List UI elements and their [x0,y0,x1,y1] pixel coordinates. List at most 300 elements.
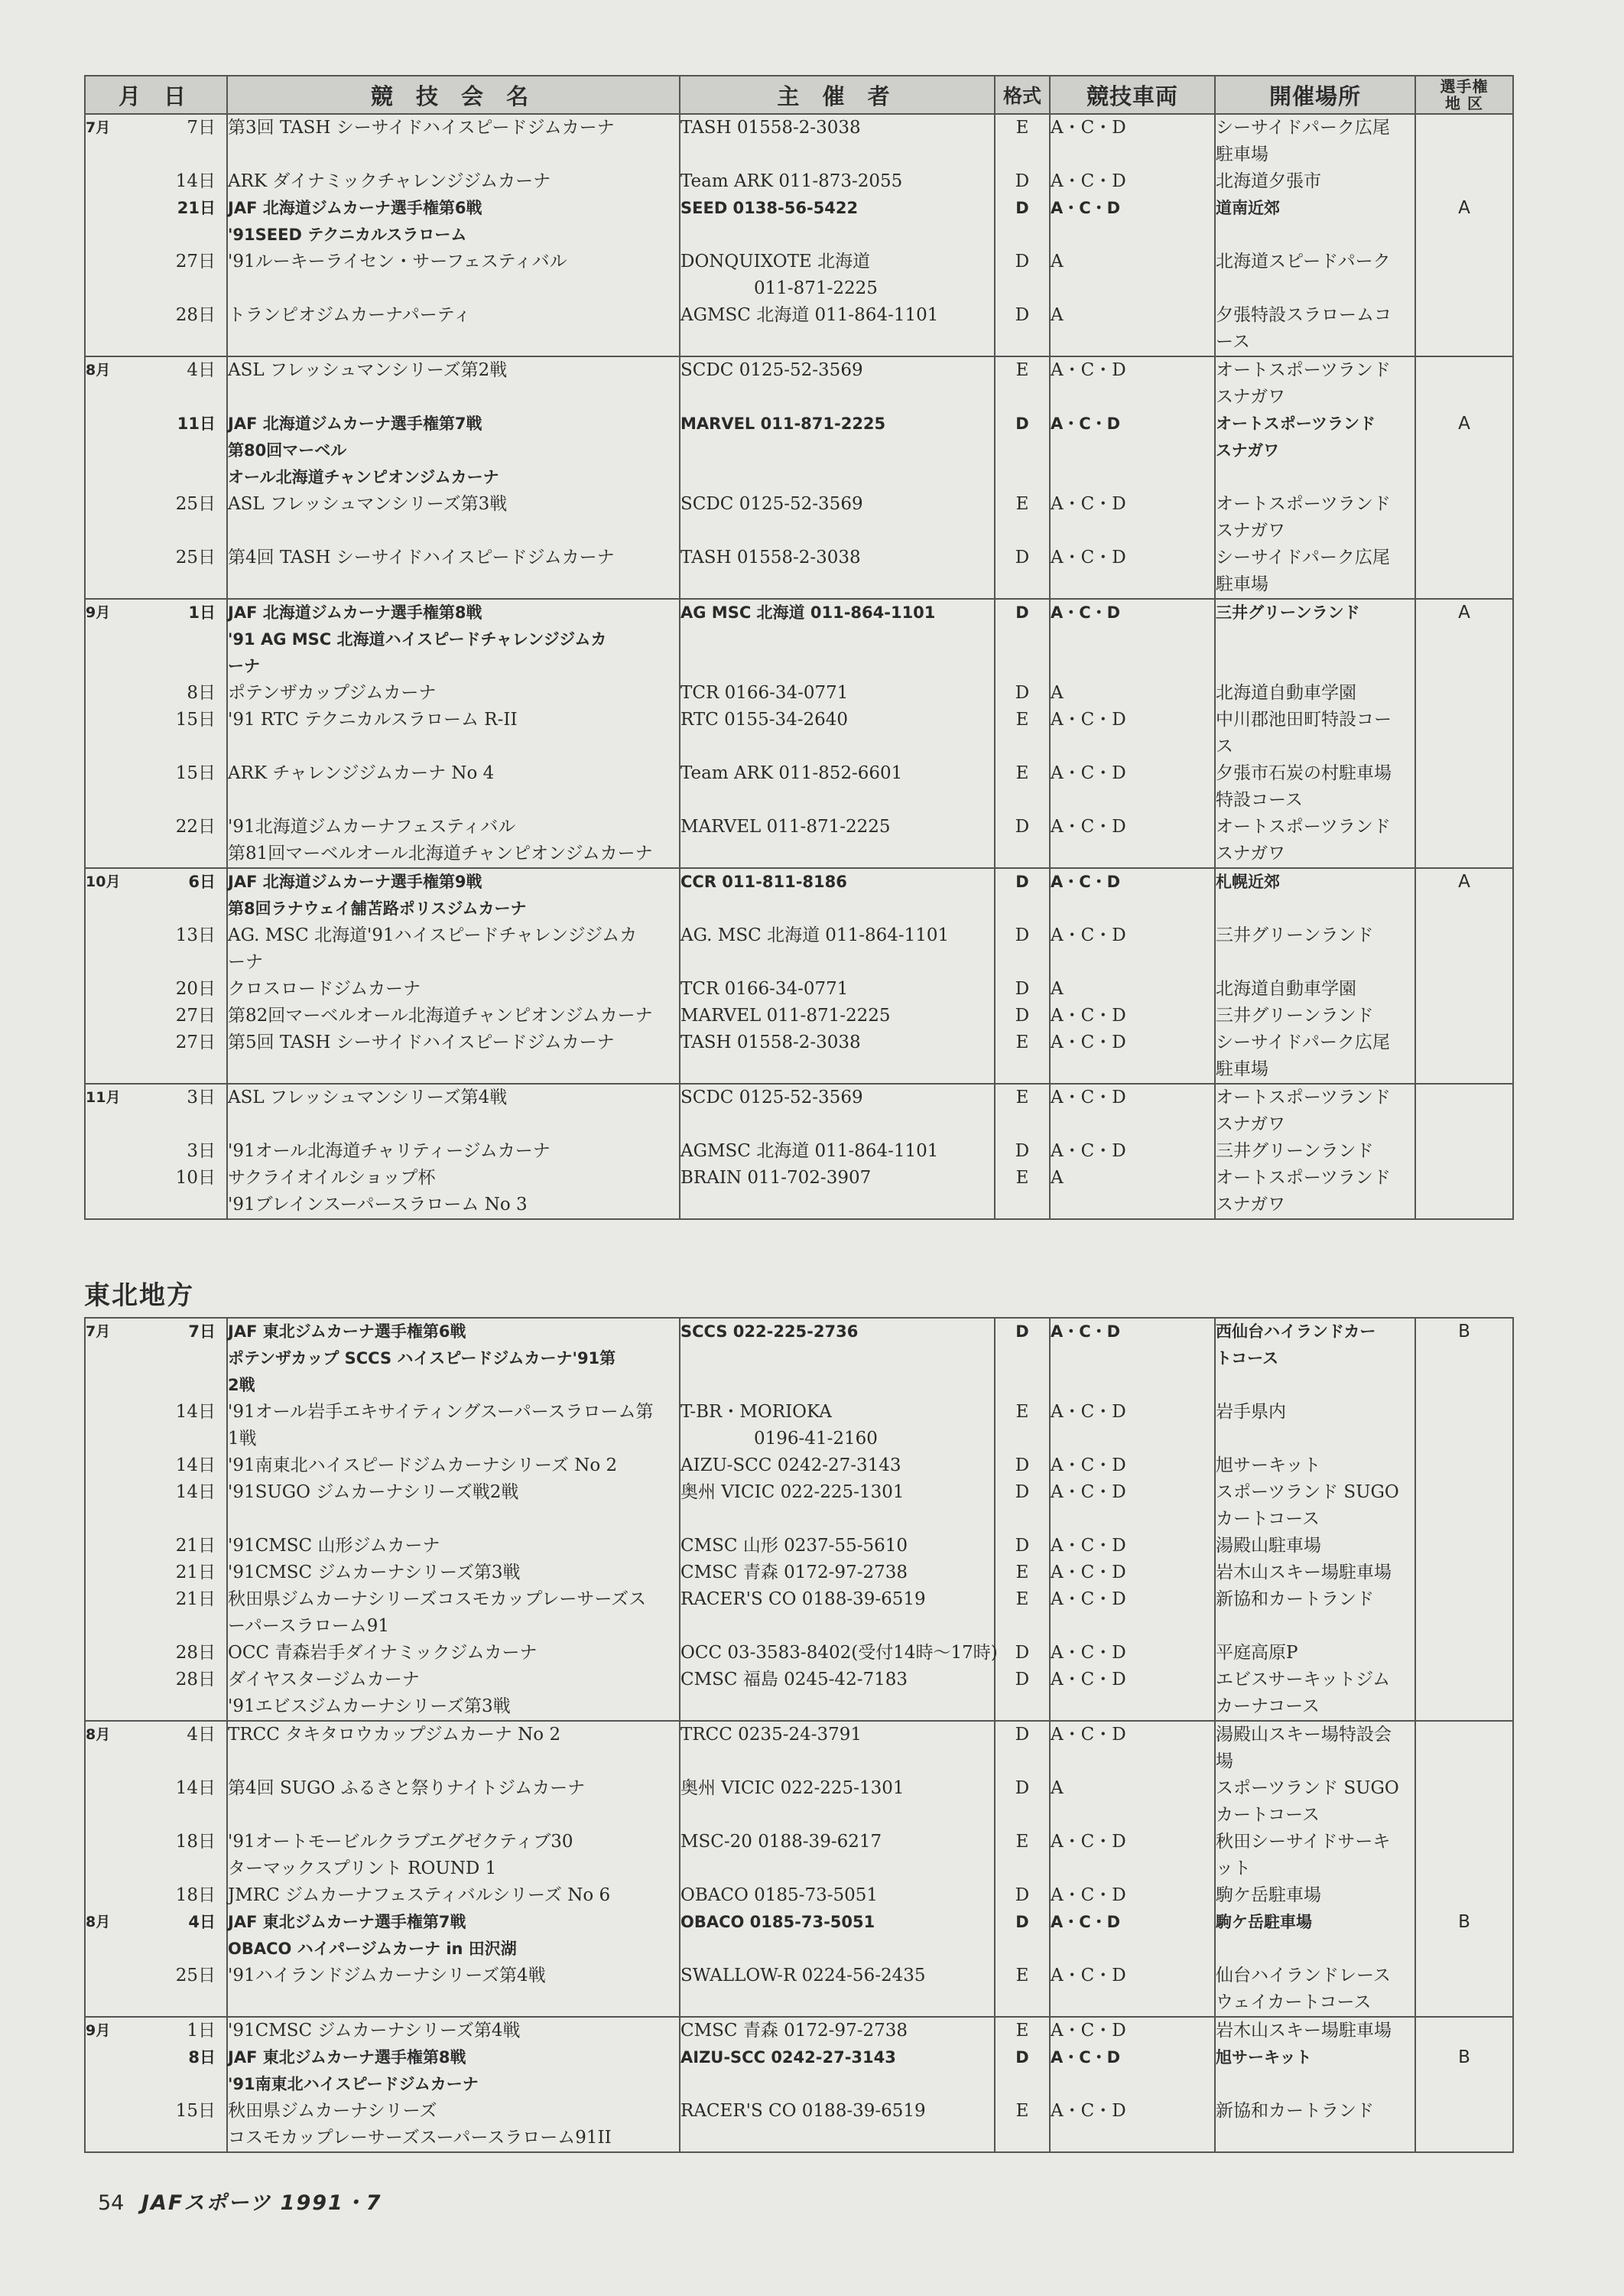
day-label: 25日 [175,548,216,567]
championship-region-cell [1415,1479,1513,1533]
organizer-line: BRAIN 011-702-3907 [680,1168,872,1188]
day-label: 28日 [175,1670,216,1689]
organizer-cell [680,1882,995,1909]
championship-region-cell [1415,1586,1513,1640]
table-row [85,302,1513,356]
table-header-row [85,76,1513,114]
format-cell: D [995,249,1050,302]
organizer-cell [680,1586,995,1640]
vehicle-class-cell: A・C・D [1050,1667,1215,1721]
day-label: 18日 [175,1885,216,1905]
day-label: 14日 [175,1402,216,1422]
organizer-line: RACER'S CO 0188-39-6519 [680,1589,926,1609]
event-name-cell [227,491,680,545]
organizer-line: 0196-41-2160 [754,1429,878,1449]
event-name-line: JAF 北海道ジムカーナ選手権第9戦 [228,873,482,891]
venue-line: 駐車場 [1216,1059,1268,1079]
event-name-line: '91オートモービルクラブエグゼクティブ30 [228,1832,573,1852]
format-cell: D [995,1882,1050,1909]
venue-line: ース [1216,332,1250,352]
vehicle-class-cell: A [1050,1165,1215,1219]
organizer-line: DONQUIXOTE 北海道 [680,252,871,272]
table-row [85,249,1513,302]
venue-line: 旭サーキット [1216,2048,1312,2067]
day-label: 4日 [188,1913,216,1931]
organizer-cell [680,114,995,168]
organizer-cell [680,868,995,922]
format-cell: E [995,491,1050,545]
organizer-cell [680,1721,995,1775]
championship-region-cell [1415,356,1513,411]
event-name-cell [227,1029,680,1084]
vehicle-class-cell: A・C・D [1050,1533,1215,1559]
event-name-line: '91南東北ハイスピードジムカーナシリーズ No 2 [228,1455,618,1475]
day-label: 27日 [175,1006,216,1026]
format-cell: D [995,680,1050,707]
championship-region-cell [1415,1084,1513,1138]
event-name-line: '91ブレインスーパースラローム No 3 [228,1195,528,1215]
table-row [85,922,1513,976]
organizer-line: CMSC 山形 0237-55-5610 [680,1536,908,1556]
event-name-line: '91オール北海道チャリティージムカーナ [228,1141,551,1161]
event-name-line: ーナ [228,952,263,972]
venue-line: スナガワ [1216,844,1286,863]
event-name-line: 第80回マーベル [228,441,347,460]
format-cell: D [995,1909,1050,1963]
date-cell [85,922,227,976]
month-label: 8月 [86,362,111,379]
vehicle-class-cell: A・C・D [1050,1003,1215,1029]
venue-line: スポーツランド SUGO [1216,1778,1399,1798]
format-cell: E [995,707,1050,760]
event-name-cell [227,1721,680,1775]
vehicle-class-cell: A・C・D [1050,1882,1215,1909]
event-name-cell [227,249,680,302]
event-name-cell [227,411,680,491]
event-name-cell [227,1640,680,1667]
format-cell: D [995,922,1050,976]
venue-line: 湯殿山スキー場特設会 [1216,1725,1392,1745]
vehicle-class-cell: A・C・D [1050,922,1215,976]
event-name-line: ASL フレッシュマンシリーズ第4戦 [228,1088,508,1107]
organizer-line: CCR 011-811-8186 [680,873,847,891]
venue-line: シーサイドパーク広尾 [1216,118,1390,138]
venue-line: 特設コース [1216,790,1303,810]
table-row [85,707,1513,760]
organizer-line: MARVEL 011-871-2225 [680,1006,891,1026]
venue-cell [1215,680,1415,707]
event-name-line: '91北海道ジムカーナフェスティバル [228,817,516,837]
venue-line: 北海道自動車学園 [1216,979,1356,999]
venue-cell [1215,2098,1415,2152]
event-name-cell [227,2098,680,2152]
organizer-line: SEED 0138-56-5422 [680,199,859,217]
venue-line: オートスポーツランド [1216,360,1391,380]
format-cell: D [995,976,1050,1003]
organizer-line: AIZU-SCC 0242-27-3143 [680,1455,901,1475]
organizer-line: MSC-20 0188-39-6217 [680,1832,882,1852]
event-name-line: ーナ [228,657,260,675]
event-name-line: '91CMSC ジムカーナシリーズ第4戦 [228,2021,521,2041]
date-cell [85,976,227,1003]
month-label: 9月 [86,2022,111,2039]
day-label: 13日 [175,925,216,945]
vehicle-class-cell: A・C・D [1050,114,1215,168]
event-name-line: ポテンザカップ SCCS ハイスピードジムカーナ'91第 [228,1349,616,1368]
table-row [85,868,1513,922]
table-row [85,814,1513,868]
venue-line: 駒ケ岳駐車場 [1216,1885,1321,1905]
organizer-cell [680,302,995,356]
organizer-line: 奥州 VICIC 022-225-1301 [680,1778,905,1798]
format-cell: E [995,1559,1050,1586]
venue-line: 湯殿山駐車場 [1216,1536,1321,1556]
event-name-line: OBACO ハイパージムカーナ in 田沢湖 [228,1940,517,1958]
event-name-cell [227,2017,680,2044]
event-name-cell [227,1479,680,1533]
event-name-cell [227,1667,680,1721]
date-cell [85,1452,227,1479]
venue-line: 北海道夕張市 [1216,171,1321,191]
date-cell [85,491,227,545]
day-label: 14日 [175,171,216,191]
header-organizer: 主 催 者 [680,76,995,114]
date-cell [85,1721,227,1775]
table-row [85,680,1513,707]
vehicle-class-cell: A・C・D [1050,1479,1215,1533]
event-name-line: '91CMSC ジムカーナシリーズ第3戦 [228,1563,521,1582]
event-name-line: クロスロードジムカーナ [228,979,421,999]
organizer-line: AGMSC 北海道 011-864-1101 [680,305,939,325]
venue-line: スナガワ [1216,387,1286,407]
date-cell [85,1559,227,1586]
organizer-line: RTC 0155-34-2640 [680,710,849,730]
day-label: 21日 [177,199,216,217]
event-name-line: JMRC ジムカーナフェスティバルシリーズ No 6 [228,1885,611,1905]
table-row [85,2098,1513,2152]
vehicle-class-cell: A・C・D [1050,1029,1215,1084]
championship-region-cell [1415,168,1513,195]
event-name-cell [227,599,680,680]
organizer-line: SCDC 0125-52-3569 [680,494,863,514]
championship-region-cell [1415,680,1513,707]
day-label: 27日 [175,252,216,272]
format-cell: E [995,1165,1050,1219]
venue-cell [1215,2044,1415,2098]
venue-cell [1215,1165,1415,1219]
day-label: 14日 [175,1778,216,1798]
venue-line: 北海道自動車学園 [1216,683,1356,703]
format-cell: D [995,545,1050,599]
event-name-line: JAF 北海道ジムカーナ選手権第8戦 [228,603,482,622]
venue-line: オートスポーツランド [1216,1168,1391,1188]
organizer-line: CMSC 福島 0245-42-7183 [680,1670,908,1689]
date-cell [85,1640,227,1667]
venue-cell [1215,356,1415,411]
month-label: 9月 [86,604,111,621]
venue-line: ス [1216,737,1233,756]
table-row [85,2017,1513,2044]
table-row [85,1479,1513,1533]
page-number: 54 [98,2191,125,2215]
venue-cell [1215,1882,1415,1909]
championship-region-cell [1415,2017,1513,2044]
venue-cell [1215,1533,1415,1559]
venue-cell [1215,868,1415,922]
venue-line: オートスポーツランド [1216,817,1391,837]
venue-cell [1215,1029,1415,1084]
venue-line: 駒ケ岳駐車場 [1216,1913,1312,1931]
venue-line: 旭サーキット [1216,1455,1321,1475]
venue-line: オートスポーツランド [1216,415,1376,433]
event-name-line: ARK ダイナミックチャレンジジムカーナ [228,171,551,191]
event-name-line: 1戦 [228,1429,257,1449]
organizer-cell [680,1963,995,2017]
month-label: 10月 [86,873,121,890]
venue-line: 駐車場 [1216,145,1268,164]
month-label: 7月 [86,1323,111,1340]
event-name-cell [227,545,680,599]
event-name-cell [227,1533,680,1559]
venue-line: 札幌近郊 [1216,873,1280,891]
event-name-line: JAF 東北ジムカーナ選手権第6戦 [228,1322,466,1341]
event-name-line: '91南東北ハイスピードジムカーナ [228,2075,479,2093]
day-label: 15日 [175,2101,216,2121]
event-name-line: 第8回ラナウェイ舗苫路ポリスジムカーナ [228,899,527,918]
venue-line: 岩手県内 [1216,1402,1286,1422]
venue-cell [1215,302,1415,356]
table-row [85,1399,1513,1452]
table-row [85,1963,1513,2017]
venue-cell [1215,760,1415,814]
vehicle-class-cell: A・C・D [1050,168,1215,195]
championship-region-cell [1415,1003,1513,1029]
organizer-line: TASH 01558-2-3038 [680,1033,861,1052]
event-name-line: ASL フレッシュマンシリーズ第2戦 [228,360,508,380]
vehicle-class-cell: A [1050,302,1215,356]
vehicle-class-cell: A・C・D [1050,1452,1215,1479]
format-cell: E [995,114,1050,168]
month-label: 8月 [86,1726,111,1743]
organizer-cell [680,2044,995,2098]
event-name-cell [227,760,680,814]
event-name-line: '91ハイランドジムカーナシリーズ第4戦 [228,1966,546,1985]
format-cell: D [995,2044,1050,2098]
event-name-line: '91CMSC 山形ジムカーナ [228,1536,440,1556]
venue-line: 三井グリーンランド [1216,1006,1374,1026]
championship-region-cell: A [1415,599,1513,680]
vehicle-class-cell: A・C・D [1050,599,1215,680]
vehicle-class-cell: A・C・D [1050,1138,1215,1165]
venue-line: 岩木山スキー場駐車場 [1216,1563,1392,1582]
championship-region-cell [1415,114,1513,168]
championship-region-cell [1415,2098,1513,2152]
championship-region-cell: B [1415,2044,1513,2098]
venue-cell [1215,195,1415,249]
venue-line: シーサイドパーク広尾 [1216,548,1390,567]
event-name-line: '91SEED テクニカルスラローム [228,226,467,244]
venue-line: 平庭高原P [1216,1643,1298,1663]
venue-cell [1215,1318,1415,1399]
event-name-line: AG. MSC 北海道'91ハイスピードチャレンジジムカ [228,925,638,945]
page-footer [98,2186,382,2216]
header-event-name: 競 技 会 名 [227,76,680,114]
event-name-cell [227,814,680,868]
venue-line: 新協和カートランド [1216,1589,1374,1609]
organizer-line: AG MSC 北海道 011-864-1101 [680,603,936,622]
event-name-line: 第82回マーベルオール北海道チャンピオンジムカーナ [228,1006,653,1026]
venue-cell [1215,1829,1415,1882]
vehicle-class-cell: A・C・D [1050,2098,1215,2152]
table-row [85,1775,1513,1829]
venue-line: ット [1216,1859,1251,1878]
date-cell [85,1667,227,1721]
day-label: 1日 [187,2021,216,2041]
venue-cell [1215,491,1415,545]
vehicle-class-cell: A・C・D [1050,868,1215,922]
venue-line: 三井グリーンランド [1216,925,1374,945]
event-name-line: ーパースラローム91 [228,1616,389,1636]
event-name-line: OCC 青森岩手ダイナミックジムカーナ [228,1643,538,1663]
event-name-line: 第81回マーベルオール北海道チャンピオンジムカーナ [228,844,653,863]
venue-cell [1215,1399,1415,1452]
championship-region-cell: A [1415,195,1513,249]
organizer-cell [680,195,995,249]
day-label: 25日 [175,494,216,514]
event-name-cell [227,1452,680,1479]
venue-line: 西仙台ハイランドカー [1216,1322,1376,1341]
organizer-cell [680,1084,995,1138]
venue-line: オートスポーツランド [1216,1088,1391,1107]
event-name-cell [227,1138,680,1165]
venue-line: オートスポーツランド [1216,494,1391,514]
championship-region-cell [1415,814,1513,868]
day-label: 4日 [187,1725,216,1745]
venue-cell [1215,1963,1415,2017]
championship-region-cell [1415,1138,1513,1165]
organizer-cell [680,922,995,976]
section-title-tohoku: 東北地方 [84,1280,194,1311]
venue-line: 夕張市石炭の村駐車場 [1216,763,1392,783]
date-cell [85,707,227,760]
format-cell: D [995,868,1050,922]
date-cell [85,814,227,868]
championship-region-cell: A [1415,411,1513,491]
event-name-cell [227,976,680,1003]
event-name-line: ASL フレッシュマンシリーズ第3戦 [228,494,508,514]
organizer-cell [680,1667,995,1721]
venue-line: 岩木山スキー場駐車場 [1216,2021,1392,2041]
event-name-line: '91オール岩手エキサイティングスーパースラローム第 [228,1402,654,1422]
organizer-line: RACER'S CO 0188-39-6519 [680,2101,926,2121]
venue-line: 中川郡池田町特設コー [1216,710,1392,730]
format-cell: D [995,1533,1050,1559]
table-row [85,168,1513,195]
organizer-line: OBACO 0185-73-5051 [680,1885,879,1905]
format-cell: D [995,1318,1050,1399]
event-name-cell [227,1882,680,1909]
day-label: 18日 [175,1832,216,1852]
organizer-line: SCDC 0125-52-3569 [680,1088,863,1107]
organizer-cell [680,356,995,411]
vehicle-class-cell: A・C・D [1050,356,1215,411]
organizer-cell [680,249,995,302]
championship-region-cell [1415,1882,1513,1909]
organizer-line: AG. MSC 北海道 011-864-1101 [680,925,950,945]
format-cell: E [995,356,1050,411]
tohoku-schedule-table [84,1317,1514,2153]
table-row [85,491,1513,545]
venue-cell [1215,1452,1415,1479]
format-cell: D [995,599,1050,680]
event-name-line: JAF 北海道ジムカーナ選手権第7戦 [228,415,482,433]
vehicle-class-cell: A・C・D [1050,1963,1215,2017]
date-cell [85,1586,227,1640]
day-label: 21日 [175,1536,216,1556]
format-cell: E [995,1963,1050,2017]
table-row [85,356,1513,411]
day-label: 7日 [187,118,216,138]
venue-line: 仙台ハイランドレース [1216,1966,1391,1985]
header-date: 月 日 [85,76,227,114]
event-name-line: 秋田県ジムカーナシリーズ [228,2101,437,2121]
event-name-line: ターマックスプリント ROUND 1 [228,1859,497,1878]
day-label: 4日 [187,360,216,380]
day-label: 3日 [187,1088,216,1107]
day-label: 27日 [175,1033,216,1052]
date-cell [85,1882,227,1909]
date-cell [85,1165,227,1219]
venue-line: スナガワ [1216,521,1286,541]
day-label: 6日 [188,873,216,891]
venue-cell [1215,1559,1415,1586]
table-row [85,1318,1513,1399]
table-row [85,1138,1513,1165]
event-name-cell [227,1775,680,1829]
header-vehicle: 競技車両 [1050,76,1215,114]
day-label: 25日 [175,1966,216,1985]
championship-region-cell [1415,1533,1513,1559]
organizer-line: SWALLOW-R 0224-56-2435 [680,1966,926,1985]
event-name-line: コスモカップレーサーズスーパースラローム91II [228,2128,612,2148]
table-row [85,1029,1513,1084]
vehicle-class-cell: A・C・D [1050,491,1215,545]
day-label: 11日 [177,415,216,433]
organizer-cell [680,1138,995,1165]
table-row [85,1452,1513,1479]
table-row [85,114,1513,168]
venue-cell [1215,707,1415,760]
vehicle-class-cell: A・C・D [1050,1829,1215,1882]
event-name-cell [227,680,680,707]
event-name-cell [227,1586,680,1640]
table-row [85,1667,1513,1721]
venue-cell [1215,1667,1415,1721]
format-cell: D [995,1667,1050,1721]
venue-cell [1215,1909,1415,1963]
date-cell [85,1533,227,1559]
event-name-line: 2戦 [228,1376,255,1394]
day-label: 10日 [175,1168,216,1188]
vehicle-class-cell: A・C・D [1050,814,1215,868]
organizer-line: TCR 0166-34-0771 [680,979,849,999]
format-cell: D [995,411,1050,491]
event-name-line: サクライオイルショップ杯 [228,1168,436,1188]
organizer-cell [680,760,995,814]
organizer-cell [680,1318,995,1399]
format-cell: E [995,1084,1050,1138]
date-cell [85,168,227,195]
